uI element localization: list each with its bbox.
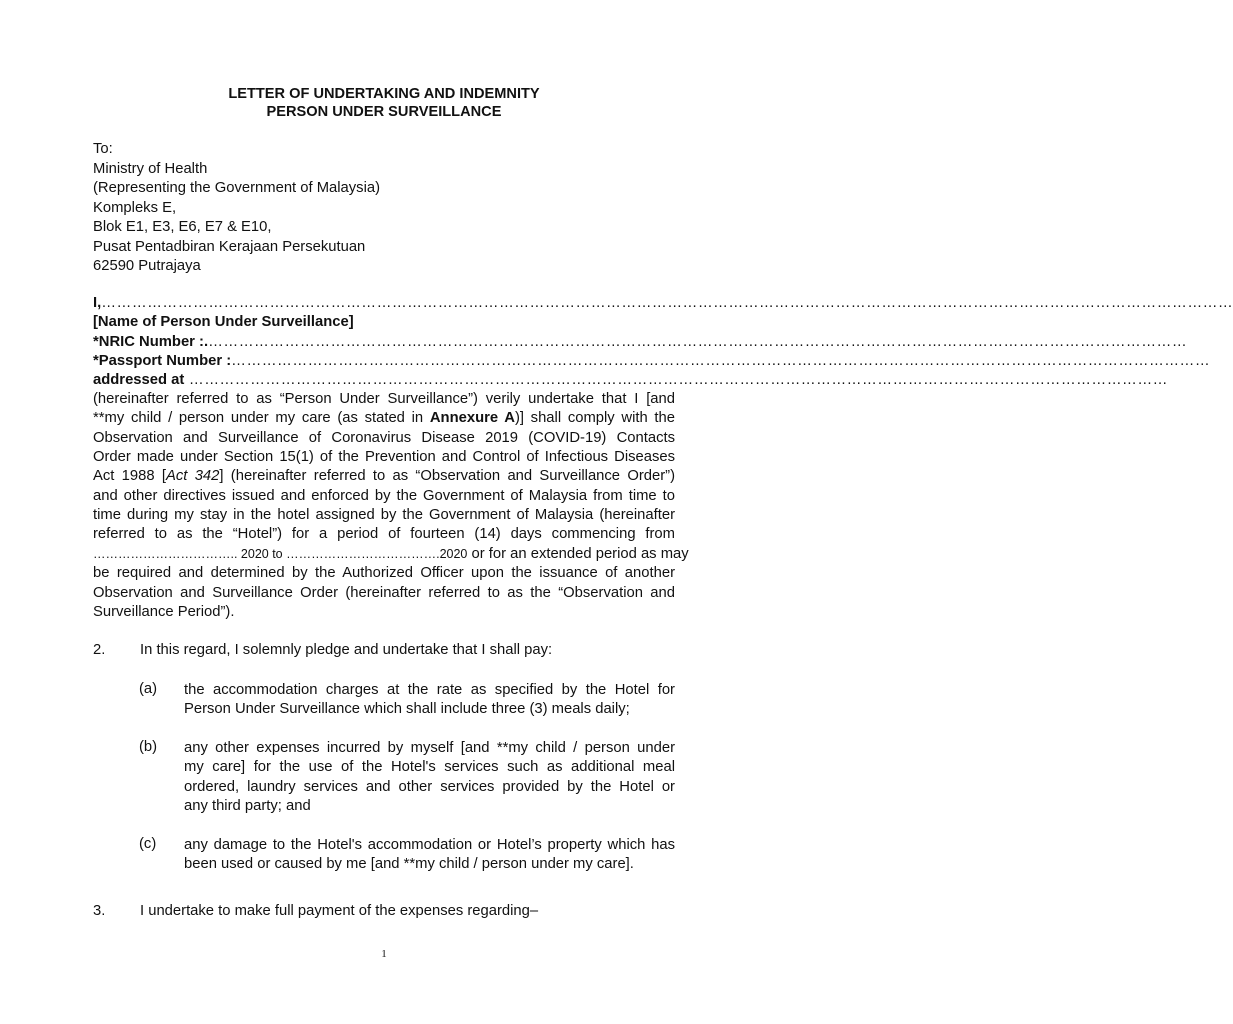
body-line: (hereinafter referred to as “Person Under Surveillance”) verily undertake that I [and	[93, 391, 675, 407]
body-line: referred to as the “Hotel”) for a period of fourteen (14) days commencing from	[93, 526, 675, 542]
document-title-line-2: PERSON UNDER SURVEILLANCE	[266, 104, 502, 120]
address-line: Kompleks E,	[93, 199, 177, 216]
annexure-ref: Annexure A	[429, 410, 515, 426]
item-b-line: ordered, laundry services and other services provided by the Hotel or	[184, 779, 675, 795]
address-field-dots: …………………………………………………………………………………………………………………………………………………………………………	[184, 372, 1168, 388]
address-to: To:	[93, 141, 113, 157]
item-c-line: been used or caused by me [and **my child / person under my care].	[184, 856, 634, 872]
recipient-address	[93, 140, 380, 277]
document-title-line-1: LETTER OF UNDERTAKING AND INDEMNITY	[228, 86, 540, 102]
body-line: and other directives issued and enforced by the Government of Malaysia from time to	[93, 488, 675, 504]
item-label-a: (a)	[139, 681, 158, 697]
address-field	[93, 371, 1168, 390]
nric-field-dots: …………………………………………………………………………………………………………………………………………………………………………	[208, 334, 1188, 350]
body-line: be required and determined by the Authorized Officer upon the issuance of another	[93, 565, 675, 581]
body-line	[93, 409, 675, 428]
item-a-line: the accommodation charges at the rate as specified by the Hotel for	[184, 682, 675, 698]
date-range-dots: …………………………….. 2020 to ……………………………….2020	[93, 547, 468, 561]
act-ref: Act 342	[166, 468, 220, 484]
name-caption: [Name of Person Under Surveillance]	[93, 314, 354, 330]
address-line: Blok E1, E3, E6, E7 & E10,	[93, 219, 272, 235]
address-field-label: addressed at	[93, 372, 185, 388]
item-c-line: any damage to the Hotel's accommodation or Hotel’s property which has	[184, 837, 675, 853]
body-line: Observation and Surveillance Order (hereinafter referred to as the “Observation and	[93, 585, 675, 601]
paragraph-text: In this regard, I solemnly pledge and undertake that I shall pay:	[140, 642, 553, 658]
body-line	[93, 467, 675, 486]
address-line: 62590 Putrajaya	[93, 258, 201, 274]
item-b-line: my care] for the use of the Hotel's services such as additional meal	[184, 759, 675, 775]
nric-field	[93, 333, 1188, 352]
passport-field-label: *Passport Number :	[93, 353, 232, 369]
name-field	[93, 294, 1233, 313]
body-line: time during my stay in the hotel assigned by the Government of Malaysia (hereinafter	[93, 507, 675, 523]
item-b-line: any other expenses incurred by myself [and **my child / person under	[184, 740, 675, 756]
body-line: Observation and Surveillance of Coronavirus Disease 2019 (COVID-19) Contacts	[93, 430, 675, 446]
body-text: or for an extended period as may	[467, 546, 689, 562]
body-line: Order made under Section 15(1) of the Prevention and Control of Infectious Diseases	[93, 449, 675, 465]
item-b-line: any third party; and	[184, 798, 311, 814]
item-label-c: (c)	[139, 836, 157, 852]
paragraph-number: 2.	[93, 642, 106, 658]
body-line: Surveillance Period”).	[93, 604, 235, 620]
body-text: )] shall comply with the	[514, 410, 675, 426]
paragraph-text: I undertake to make full payment of the expenses regarding–	[140, 903, 539, 919]
item-a-line: Person Under Surveillance which shall include three (3) meals daily;	[184, 701, 630, 717]
passport-field-dots: …………………………………………………………………………………………………………………………………………………………………………	[231, 353, 1211, 369]
name-field-dots: ……………………………………………………………………………………………………………………………………………………………………………………………………	[101, 295, 1233, 311]
page-number: 1	[381, 948, 387, 960]
item-label-b: (b)	[139, 739, 158, 755]
body-text: ] (hereinafter referred to as “Observation and Surveillance Order”)	[219, 468, 676, 484]
name-field-label: I,	[93, 295, 102, 311]
body-text: **my child / person under my care (as stated in	[93, 410, 430, 426]
passport-field	[93, 352, 1211, 371]
paragraph-number: 3.	[93, 903, 106, 919]
address-line: Ministry of Health	[93, 160, 208, 177]
body-text: Act 1988 [	[93, 468, 167, 484]
address-line: Pusat Pentadbiran Kerajaan Persekutuan	[93, 238, 366, 255]
body-line	[93, 545, 689, 564]
nric-field-label: *NRIC Number :.	[93, 334, 209, 350]
address-line: (Representing the Government of Malaysia)	[93, 180, 381, 196]
